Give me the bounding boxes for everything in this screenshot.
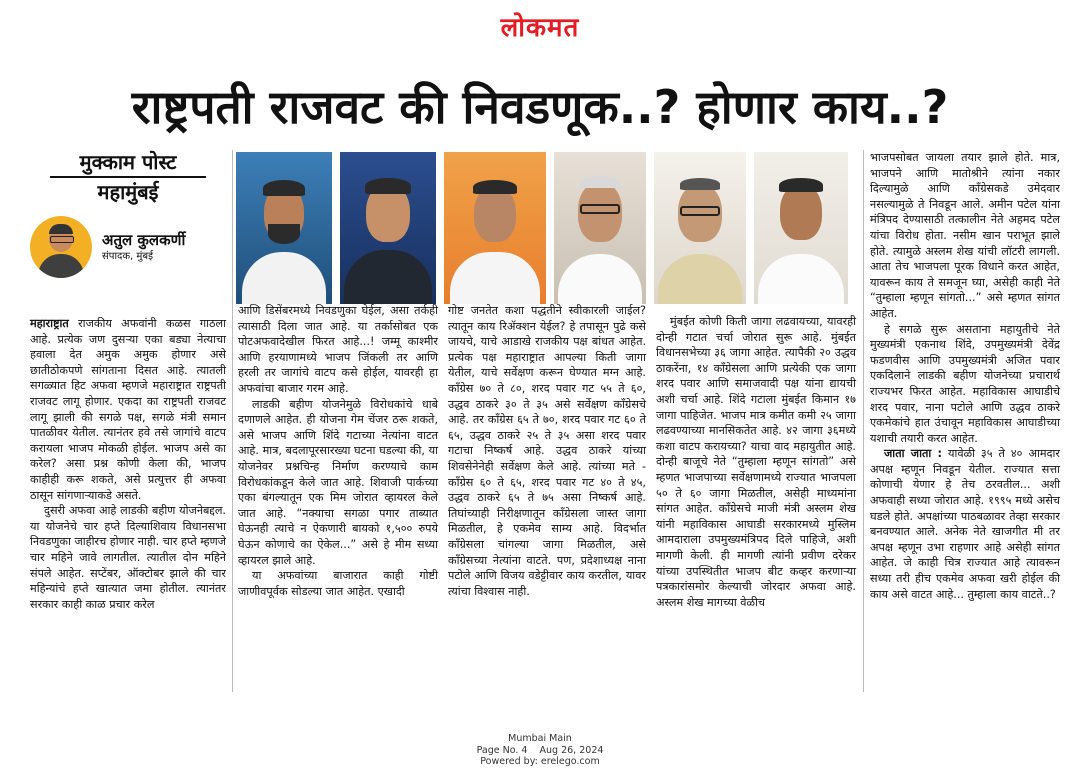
paragraph [870,446,1060,602]
article-column-1 [30,316,226,612]
paragraph [238,568,438,599]
kicker-rule [50,176,206,178]
leader-photo-6 [754,152,848,304]
paragraph-lead: जाता जाता : [884,447,943,461]
author-row [30,216,226,278]
leader-photo-3 [444,152,546,304]
paragraph-text: मुंबईत कोणी किती जागा लढवायच्या, यावरही दोन्ही गटात चर्चा जोरात सुरू आहे. मुंबईत विधानसभेच्या ३६ जागा आहेत. त्यापैकी २० उद्धव ठाकरेंना, १४ काँग्रेसला आणि प्रत्येकी एक जागा शरद पवार आणि समाजवादी पक्ष यांना द्यायची अशी चर्चा आहे. शिंदे गटाला मुंबईत किमान १७ जागा पाहिजेत. भाजप मात्र कमीत कमी २५ जागा लढवण्याच्या मानसिकतेत आहे. ४२ जागा ३६मध्ये कशा वाटप करायच्या? याचा वाद महायुतीत आहे. दोन्ही बाजूचे नेते “तुम्हाला म्हणून सांगतो” असे म्हणत भाजपाच्या सर्वेक्षणामध्ये राज्यात भाजपला ५० ते ६० जागा मिळतील, असेही माध्यमांना सांगत आहेत. काँग्रेसचे माजी मंत्री अस्लम शेख यांनी महाविकास आघाडी सरकारमध्ये मुस्लिम आमदाराला उपमुख्यमंत्रिपद दिले पाहिजे, अशी मागणी केली. ही मागणी त्यांनी प्रवीण दरेकर यांच्या उपस्थितीत भाजप बीट कव्हर करणाऱ्या पत्रकारांसमोर केल्याची जोरदार अफवा आहे. अस्लम शेख मागच्या वेळीच [656,315,856,609]
paragraph [238,397,438,569]
page-date: Page No. 4 Aug 26, 2024 [476,744,604,756]
paragraph [30,316,226,503]
powered-by: Powered by: erelego.com [480,756,600,767]
author-info [102,230,185,264]
paragraph [870,322,1060,447]
leaders-photo-strip [236,152,848,304]
leader-photo-2 [340,152,436,304]
article-column-5 [870,150,1060,602]
author-name: अतुल कुलकर्णी [102,231,186,249]
paragraph [448,303,646,599]
column-kicker [30,150,226,204]
headline: राष्ट्रपती राजवट की निवडणूक..? होणार काय..? [131,80,949,134]
paragraph-lead: महाराष्ट्रात [30,317,69,330]
paragraph-text: भाजपसोबत जायला तयार झाले होते. मात्र, भाजपने आणि मातोश्रीने त्यांना नकार दिल्यामुळे आणि काँग्रेसकडे उमेदवार नसल्यामुळे ते निवडून आले. अमीन पटेल यांना मंत्रिपद देण्यासाठी तत्कालीन नेते अहमद पटेल यांचा विरोध होता. नसीम खान पराभूत झाले होते. त्यामुळे अस्लम शेख यांची लॉटरी लागली. आता तेच भाजपला पूरक विधाने करत आहेत, यावरून काय ते समजून घ्या, असेही काही नेते “तुम्हाला म्हणून सांगतो...” असे म्हणत सांगत आहेत. [870,151,1060,320]
paragraph-text: आणि डिसेंबरमध्ये निवडणुका घेईल, असा तर्कही त्यासाठी दिला जात आहे. या तर्कासोबत एक पोटअफवादेखील फिरत आहे...! जम्मू काश्मीर आणि हरयाणामध्ये भाजप जिंकली तर आणि हरली तर जागांचे वाटप कसे होईल, यावरही हा अफवांचा बाजार गरम आहे. [238,304,438,395]
paragraph-text: राजकीय अफवांनी कळस गाठला आहे. प्रत्येक जण दुसऱ्या एका बड्या नेत्याचा हवाला देत अमुक अमुक होणार असे छातीठोकपणे सांगताना दिसत आहे. त्यातली सगळ्यात हिट अफवा म्हणजे महाराष्ट्रात राष्ट्रपती राजवट लागू होणार. एकदा का राष्ट्रपती राजवट लागू झाली की सगळे पक्ष, सगळे मंत्री समान पातळीवर येतील. त्यानंतर हवे तसे जागांचे वाटप करायला भाजप मोकळी होईल. भाजप असे का करेल? असा प्रश्न कोणी केला की, भाजप काहीही करू शकते, असे प्रत्युत्तर ही अफवा ठासून सांगणाऱ्याकडे असते. [30,317,226,502]
author-designation: संपादक, मुंबई [102,251,153,262]
paragraph-text: हे सगळे सुरू असताना महायुतीचे नेते मुख्यमंत्री एकनाथ शिंदे, उपमुख्यमंत्री देवेंद्र फडणवीस आणि उपमुख्यमंत्री अजित पवार एकदिलाने लाडकी बहीण योजनेच्या प्रचारार्थ राज्यभर फिरत आहेत. महाविकास आघाडीचे शरद पवार, नाना पटोले आणि उद्धव ठाकरे एकमेकांचे हात उंचावून महाविकास आघाडीच्या यशाची तयारी करत आहेत. [870,322,1060,445]
masthead [0,8,1080,44]
paragraph-text: या अफवांच्या बाजारात काही गोष्टी जाणीवपूर्वक सोडल्या जात आहेत. एखादी [238,569,438,598]
edition-name: Mumbai Main [508,733,572,744]
page-footer [0,733,1080,768]
masthead-logo: लोकमत [500,13,580,43]
paragraph-text: दुसरी अफवा आहे लाडकी बहीण योजनेबद्दल. या योजनेचे चार हप्ते दिल्याशिवाय विधानसभा निवडणुका जाहीरच होणार नाही. चार हप्ते म्हणजे चार महिने जावे लागतील. त्यातील दोन महिने संपले आहेत. सप्टेंबर, ऑक्टोबर झाले की चार महिन्यांचे हप्ते खात्यात जमा होतील. त्यानंतर सरकार काही काळ प्रचार करेल [30,504,226,611]
article-column-3 [448,303,646,599]
paragraph [656,314,856,610]
paragraph-text: यावेळी ३५ ते ४० आमदार अपक्ष म्हणून निवडून येतील. राज्यात सत्ता कोणाची येणार हे तेच ठरवतील... अशी अफवाही सध्या जोरात आहे. १९९५ मध्ये असेच घडले होते. अपक्षांच्या पाठबळावर तेव्हा सरकार बनवण्यात आले. अनेक नेते खाजगीत मी तर अपक्ष म्हणून उभा राहणार आहे असेही सांगत आहेत. जे काही चित्र राज्यात आहे त्यावरून सध्या तरी हीच एकमेव अफवा खरी होईल की काय असे वाटत आहे... तुम्हाला काय वाटते..? [870,447,1060,601]
leader-photo-1 [236,152,332,304]
leader-photo-5 [654,152,746,304]
kicker-line-2: महामुंबई [97,180,159,204]
column-divider [863,150,864,692]
paragraph [30,503,226,612]
column-divider [232,150,233,692]
paragraph [870,150,1060,322]
article-column-2 [238,303,438,599]
kicker-line-1: मुक्काम पोस्ट [79,150,177,174]
byline-box [30,150,226,290]
article-column-4 [656,314,856,610]
avatar [30,216,92,278]
leader-photo-4 [554,152,646,304]
paragraph-text: लाडकी बहीण योजनेमुळे विरोधकांचे धाबे दणाणले आहेत. ही योजना गेम चेंजर ठरू शकते, असे भाजप आणि शिंदे गटाच्या नेत्यांना वाटत आहे. मात्र, बदलापूरसारख्या घटना घडल्या की, या योजनेवर प्रश्नचिन्ह निर्माण करण्याचे काम विरोधकांकडून केले जात आहे. शिवाजी पार्कच्या एका बंगल्यातून एक मिम जोरात व्हायरल केले जात आहे. “नक्याचा सगळा पगार ताब्यात घेऊनही त्याचे न ऐकणारी बायको १,५०० रुपये घेऊन कोणाचे का ऐकेल...” असे हे मीम सध्या व्हायरल झाले आहे. [238,397,438,567]
paragraph [238,303,438,397]
paragraph-text: गोष्ट जनतेत कशा पद्धतीने स्वीकारली जाईल? त्यातून काय रिॲक्शन येईल? हे तपासून पुढे कसे जायचे, याचे आडाखे राजकीय पक्ष बांधत आहेत. प्रत्येक पक्ष महाराष्ट्रात आपल्या किती जागा येतील, याचे सर्वेक्षण करून घेण्यात मग्न आहे. काँग्रेस ७० ते ८०, शरद पवार गट ५५ ते ६०, उद्धव ठाकरे ३० ते ३५ असे सर्वेक्षण काँग्रेसचे आहे. तर काँग्रेस ६५ ते ७०, शरद पवार गट ६० ते ६५, उद्धव ठाकरे २५ ते ३५ असा शरद पवार गटाचा निष्कर्ष आहे. उद्धव ठाकरे यांच्या शिवसेनेनेही सर्वेक्षण केले आहे. त्यांच्या मते - काँग्रेस ६० ते ६५, शरद पवार गट ४० ते ४५, उद्धव ठाकरे ६५ ते ७५ असा निष्कर्ष आहे. तिघांच्याही निरीक्षणातून काँग्रेसला जास्त जागा मिळतील, हे एकमेव साम्य आहे. विदर्भात काँग्रेसला चांगल्या जागा मिळतील, असे काँग्रेसच्या नेत्यांना वाटते. पण, प्रदेशाध्यक्ष नाना पटोले आणि विजय वडेट्टीवार काय करतील, यावर त्यांचा विश्वास नाही. [448,304,646,598]
